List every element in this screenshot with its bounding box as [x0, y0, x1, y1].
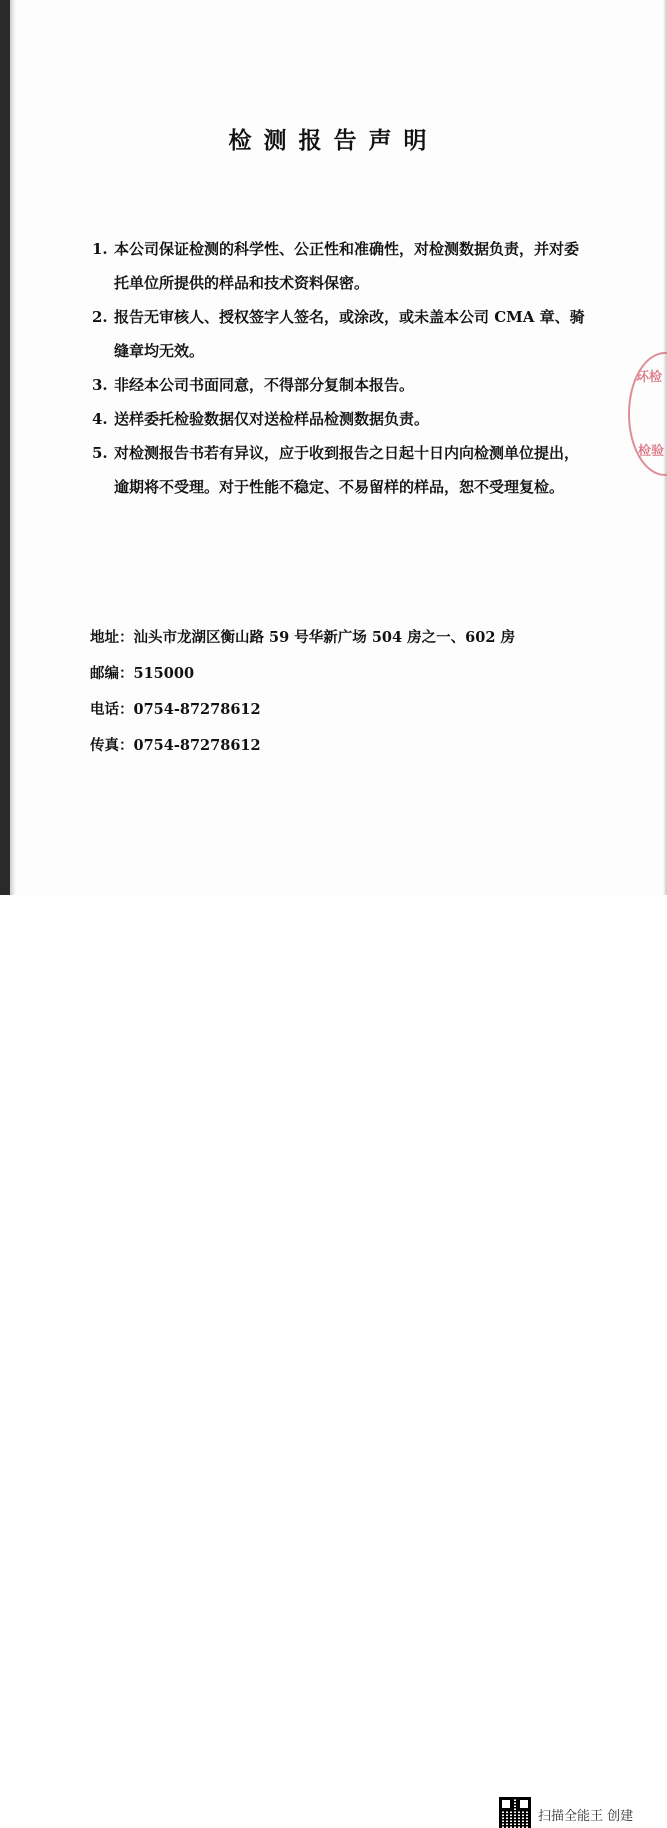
declaration-number: 4. — [92, 410, 108, 428]
address-line: 地址：汕头市龙湖区衡山路 59 号华新广场 504 房之一、602 房 — [90, 629, 515, 646]
scanner-footer — [0, 895, 667, 1824]
declaration-text: 送样委托检验数据仅对送检样品检测数据负责。 — [114, 410, 430, 428]
declaration-text: 报告无审核人、授权签字人签名，或涂改，或未盖本公司 CMA 章、骑缝章均无效。 — [114, 308, 585, 360]
seal-stamp-fragment — [628, 352, 667, 476]
declaration-number: 2. — [92, 308, 108, 326]
scanner-watermark: 扫描全能王 创建 — [538, 1809, 634, 1824]
fax-line: 传真：0754-87278612 — [90, 737, 261, 754]
declaration-number: 1. — [92, 240, 108, 258]
stamp-text-top: 环检 — [636, 370, 663, 385]
declaration-item — [92, 368, 592, 402]
declaration-text: 对检测报告书若有异议，应于收到报告之日起十日内向检测单位提出，逾期将不受理。对于性能不稳定、不易留样的样品，恕不受理复检。 — [114, 444, 580, 496]
declaration-list — [92, 232, 592, 504]
declaration-number: 3. — [92, 376, 108, 394]
declaration-item — [92, 436, 592, 504]
declaration-text: 本公司保证检测的科学性、公正性和准确性，对检测数据负责，并对委托单位所提供的样品和技术资料保密。 — [114, 240, 580, 292]
declaration-item — [92, 232, 592, 300]
qr-code-icon — [500, 1798, 530, 1828]
stamp-text-bottom: 检验 — [638, 444, 665, 459]
declaration-item — [92, 300, 592, 368]
contact-info — [90, 620, 610, 764]
declaration-text: 非经本公司书面同意，不得部分复制本报告。 — [114, 376, 415, 394]
page-title: 检测报告声明 — [228, 127, 439, 154]
phone-line: 电话：0754-87278612 — [90, 701, 261, 718]
declaration-number: 5. — [92, 444, 108, 462]
declaration-item — [92, 402, 592, 436]
postcode-line: 邮编：515000 — [90, 665, 195, 682]
